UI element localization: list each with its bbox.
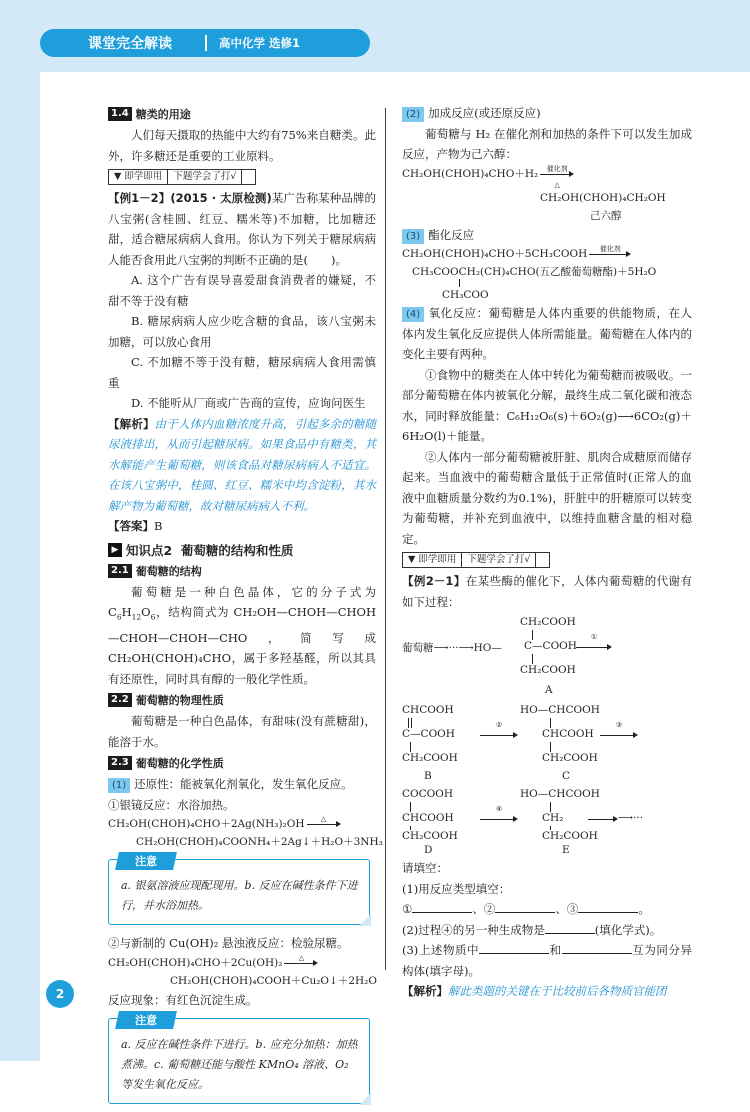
text: 还原性：能被氧化剂氧化，发生氧化反应。 xyxy=(134,777,353,792)
oxidation xyxy=(402,303,692,365)
answer-blank[interactable] xyxy=(412,901,472,913)
section-heading-2-2 xyxy=(108,692,376,708)
ester-group: CH₃COO xyxy=(442,289,489,301)
analysis xyxy=(108,414,376,517)
analysis-label: 【解析】 xyxy=(108,416,155,431)
text: 和 xyxy=(549,943,562,957)
catalyst: 催化剂 xyxy=(599,245,621,253)
double-bond xyxy=(408,718,412,728)
esterification-heading xyxy=(402,225,692,246)
answer-blank[interactable] xyxy=(479,942,549,954)
bond-line xyxy=(410,742,411,752)
product-name: 己六醇 xyxy=(590,209,622,222)
answer-value: B xyxy=(154,519,163,533)
bond-line xyxy=(550,802,551,812)
text: 加成反应(或还原反应) xyxy=(428,106,541,120)
reducibility xyxy=(108,774,376,795)
equation: CH₂OH(CHOH)₄COOH＋Cu₂O↓＋2H₂O xyxy=(170,974,377,987)
section-number: 2.3 xyxy=(108,756,132,770)
example-1-2 xyxy=(108,188,376,270)
section-title: 葡萄糖的物理性质 xyxy=(135,694,224,708)
step-number: ③ xyxy=(615,721,623,729)
section-number: 2.2 xyxy=(108,693,132,707)
step-number: ② xyxy=(495,721,503,729)
equation xyxy=(108,954,376,972)
paragraph: 葡萄糖是一种白色晶体，有甜味(没有蔗糖甜)，能溶于水。 xyxy=(108,714,376,749)
fehling: ②与新制的 Cu(OH)₂ 悬浊液反应：检验尿糖。 xyxy=(108,936,349,951)
C-line2: CHCOOH xyxy=(542,728,594,740)
analysis xyxy=(402,981,692,1002)
eq-left: CH₂OH(CHOH)₄CHO＋H₂ xyxy=(402,167,539,180)
reaction-arrow xyxy=(540,164,574,189)
bond-line xyxy=(410,802,411,812)
answer-blank[interactable] xyxy=(545,922,595,934)
quick-practice-bar xyxy=(108,169,256,185)
equation xyxy=(402,164,692,189)
arrow-5 xyxy=(588,814,618,824)
question-1-blanks xyxy=(402,899,692,920)
C-line1: HO—CHCOOH xyxy=(520,704,600,716)
reaction-arrow xyxy=(284,953,318,968)
eq-left: CH₂OH(CHOH)₄CHO＋2Ag(NH₃)₂OH xyxy=(108,818,305,831)
quick-practice-hint: 下题学会了打√ xyxy=(173,171,237,182)
text: 氧化反应：葡萄糖是人体内重要的供能物质，在人体内发生氧化反应提供人体所需能量。葡萄糖在人体内的变化主要有两种。 xyxy=(402,306,692,361)
C-line3: CH₂COOH xyxy=(542,752,598,764)
equation: C₆H₁₂O₆(s)＋6O₂(g)⟶6CO₂(g)＋6H₂O(l)＋能量。 xyxy=(402,408,692,443)
label-E: E xyxy=(562,844,570,856)
quick-practice-label: ▼ 即学即用 xyxy=(403,553,462,567)
item-tag: (1) xyxy=(108,778,130,793)
kp-title: 葡萄糖的结构和性质 xyxy=(180,542,294,558)
addition-heading xyxy=(402,103,692,124)
note-box xyxy=(108,855,370,925)
D-line2: CHCOOH xyxy=(402,812,454,824)
eq-left: CH₂OH(CHOH)₄CHO＋5CH₃COOH xyxy=(402,248,588,260)
phenomenon: 反应现象：有红色沉淀生成。 xyxy=(108,992,258,1007)
equation: CH₂OH(CHOH)₄CH₂OH xyxy=(540,191,666,204)
arrow-1 xyxy=(576,633,612,652)
option-b: B. 糖尿病病人应少吃含糖的食品，该八宝粥未加糖，可以放心食用 xyxy=(108,314,376,349)
catalyst: 催化剂 xyxy=(546,164,568,173)
option-d: D. 不能听从厂商或广告商的宣传，应询问医生 xyxy=(131,396,366,410)
step-number: ① xyxy=(590,633,598,641)
text: ①食物中的糖类在人体中转化为葡萄糖而被吸收。一部分葡萄糖在体内被氧化分解，最终生成二氧化碳和液态水，同时释放能量： xyxy=(402,367,692,423)
example-source: (2015 · 太原检测) xyxy=(170,191,272,205)
E-line2: CH₂ xyxy=(542,812,564,824)
bond-line xyxy=(532,630,533,640)
option-a: A. 这个广告有误导喜爱甜食消费者的嫌疑，不甜不等于没有糖 xyxy=(108,273,376,308)
equation xyxy=(402,245,692,263)
header-divider xyxy=(205,35,207,51)
E-line3: CH₂COOH xyxy=(542,830,598,842)
answer-blank[interactable] xyxy=(495,901,555,913)
D-line3: CH₂COOH xyxy=(402,830,458,842)
blank-label: 、③ xyxy=(555,902,579,916)
example-label: 【例1－2】 xyxy=(108,191,171,205)
A-top: CH₂COOH xyxy=(520,616,576,628)
text: 葡萄糖是一种白色晶体，它的分子式为 xyxy=(131,584,376,599)
blank-label: 。 xyxy=(638,902,650,916)
eq-left: CH₂OH(CHOH)₄CHO＋2Cu(OH)₂ xyxy=(108,956,283,969)
section-title: 葡萄糖的化学性质 xyxy=(135,757,224,771)
arrow-4 xyxy=(480,805,518,824)
section-title: 葡萄糖的结构 xyxy=(135,564,202,578)
equation xyxy=(108,815,376,833)
arrow-2 xyxy=(480,721,518,740)
equation: CH₂OH(CHOH)₄COONH₄＋2Ag↓＋H₂O＋3NH₃ xyxy=(136,836,383,849)
label-A: A xyxy=(545,684,553,696)
series-title: 课堂完全解读 xyxy=(88,36,172,52)
section-heading-2-3 xyxy=(108,755,376,771)
paragraph: 葡萄糖与 H₂ 在催化剂和加热的条件下可以发生加成反应，产物为己六醇： xyxy=(402,126,692,161)
paragraph: 人们每天摄取的热能中大约有75%来自糖类。此外，许多糖还是重要的工业原料。 xyxy=(108,128,376,163)
reaction-scheme xyxy=(402,612,692,844)
section-heading-2-1 xyxy=(108,563,376,579)
note-box xyxy=(108,1014,370,1104)
E-line1: HO—CHCOOH xyxy=(520,788,600,800)
text: (3)上述物质中 xyxy=(402,943,480,957)
section-title: 糖类的用途 xyxy=(135,108,191,121)
question-1: (1)用反应类型填空： xyxy=(402,881,511,896)
play-icon: ▶ xyxy=(108,543,122,557)
knowledge-point-heading xyxy=(108,541,376,559)
analysis-text: 由于人体内血糖浓度升高，引起多余的糖随尿液排出，从而引起糖尿病。如果食品中有糖类，其水解能产生葡萄糖，则该食品对糖尿病病人不适宜。在该八宝粥中，桂圆、红豆、糯米中均含淀粉，其水解产物为葡萄糖，故对糖尿病病人不利。 xyxy=(108,416,377,513)
left-margin-band xyxy=(0,72,40,1061)
kp-label: 知识点2 xyxy=(126,542,173,558)
answer xyxy=(108,516,376,537)
label-D: D xyxy=(424,844,433,856)
text: (2)过程④的另一种生成物是 xyxy=(402,922,545,937)
section-heading-1-4 xyxy=(108,106,376,122)
note-body: a. 反应在碱性条件下进行。b. 应充分加热：加热煮沸。c. 葡萄糖还能与酸性 KMnO₄ 溶液、O₂ 等发生氧化反应。 xyxy=(121,1038,358,1092)
left-column xyxy=(108,103,383,1112)
checkbox[interactable] xyxy=(241,170,255,184)
silver-mirror: ①银镜反应：水浴加热。 xyxy=(108,797,235,812)
blank-label: 、② xyxy=(472,902,496,916)
text: ，结构简式为 CH₂OH—CHOH—CHOH—CHOH—CHOH—CHO，简写成 CH₂OH(CHOH)₄CHO，属于多羟基醛，所以其具有还原性，同时具有醇的一般化学性质。 xyxy=(108,605,376,686)
example-label: 【例2－1】 xyxy=(402,574,466,588)
section-number: 2.1 xyxy=(108,564,132,578)
text: (填化学式)。 xyxy=(594,922,662,937)
question-2 xyxy=(402,920,692,941)
answer-label: 【答案】 xyxy=(108,519,154,533)
option-c: C. 不加糖不等于没有糖，糖尿病病人食用需慎重 xyxy=(108,355,376,390)
text: 酯化反应 xyxy=(428,227,475,242)
ester-branch xyxy=(402,281,692,303)
question-3 xyxy=(402,940,692,981)
condition: △ xyxy=(298,953,305,962)
example-stem: 某广告称某种品牌的八宝粥(含桂圆、红豆、糯米等)不加糖，比加糖还甜，适合糖尿病病人食用。你认为下列关于糖尿病病人能否食用此八宝粥的判断不正确的是( )。 xyxy=(108,191,376,267)
glucose-start: 葡萄糖⟶···⟶HO— xyxy=(402,642,502,654)
A-bottom: CH₂COOH xyxy=(520,664,576,676)
page-number: 2 xyxy=(46,980,74,1008)
condition: △ xyxy=(554,180,560,189)
arrow-3 xyxy=(600,721,638,740)
continuation: ⟶··· xyxy=(618,812,644,824)
bond-line xyxy=(550,742,551,752)
fill-prompt: 请填空： xyxy=(402,861,448,875)
step-number: ④ xyxy=(495,805,503,813)
B-line3: CH₂COOH xyxy=(402,752,458,764)
label-B: B xyxy=(424,770,432,782)
paragraph xyxy=(402,365,692,447)
item-tag: (4) xyxy=(402,307,424,322)
quick-practice-bar xyxy=(402,552,550,568)
column-divider xyxy=(385,108,386,970)
right-column xyxy=(402,103,692,1002)
example-stem: 在某些酶的催化下，人体内葡萄糖的代谢有如下过程： xyxy=(402,574,692,609)
note-title xyxy=(115,1011,177,1029)
A-middle: C—COOH xyxy=(524,640,577,652)
answer-blank[interactable] xyxy=(562,942,632,954)
paragraph: 葡萄糖是一种白色晶体，它的分子式为 $C_6H_{12}O_6$，结构简式为 CH₂OH—CHOH—CHOH—CHOH—CHOH—CHO，简写成 CH₂OH(CHOH)₄CHO，属于多羟基醛，所以其具有还原性，同时具有醇的一般化学性质。 xyxy=(108,584,376,686)
analysis-label: 【解析】 xyxy=(402,984,448,998)
paragraph: ②人体内一部分葡萄糖被肝脏、肌肉合成糖原而储存起来。当血液中的葡萄糖含量低于正常值时(正常人的血液中血糖质量分数约为0.1%)，肝脏中的肝糖原可以转变为葡萄糖，并补充到血液中，以维持血糖含量的相对稳定。 xyxy=(402,449,692,546)
checkbox[interactable] xyxy=(535,553,549,567)
condition: △ xyxy=(320,815,327,824)
example-2-1 xyxy=(402,571,692,612)
scheme-labels xyxy=(402,844,692,858)
item-tag: (3) xyxy=(402,229,424,244)
label-C: C xyxy=(562,770,571,782)
header-bar xyxy=(40,29,370,57)
item-tag: (2) xyxy=(402,107,424,122)
note-body: a. 银氨溶液应现配现用。b. 反应在碱性条件下进行，并水浴加热。 xyxy=(121,879,358,913)
B-line1: CHCOOH xyxy=(402,704,454,716)
reaction-arrow xyxy=(307,815,341,829)
bond-line xyxy=(550,718,551,728)
equation: CH₃COOCH₂(CH)₄CHO(五乙酸葡萄糖酯)＋5H₂O xyxy=(412,266,657,278)
D-line1: COCOOH xyxy=(402,788,454,800)
blank-label: ① xyxy=(402,902,413,916)
text: 互为同分异构体(填字母)。 xyxy=(402,943,693,978)
analysis-text: 解此类题的关键在于比较前后各物质官能团 xyxy=(448,984,667,998)
bond-line xyxy=(532,654,533,664)
subject-title: 高中化学 选修1 xyxy=(219,36,301,50)
quick-practice-label: ▼ 即学即用 xyxy=(109,170,168,184)
reaction-arrow xyxy=(589,245,631,259)
note-title-text: 注意 xyxy=(135,1014,157,1028)
quick-practice-hint: 下题学会了打√ xyxy=(467,554,531,565)
B-line2: C—COOH xyxy=(402,728,455,740)
note-title xyxy=(115,852,177,870)
answer-blank[interactable] xyxy=(578,901,638,913)
section-number: 1.4 xyxy=(108,107,132,121)
note-title-text: 注意 xyxy=(135,855,157,869)
